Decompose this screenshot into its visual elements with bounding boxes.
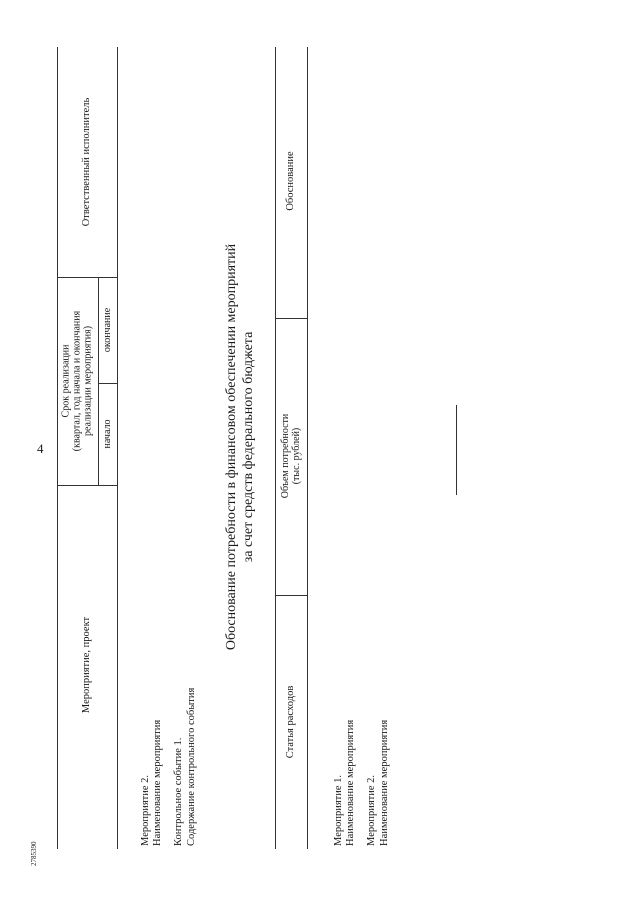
table2-header-volume	[280, 414, 302, 499]
table2-header-volume-line1: Объем потребности	[280, 413, 291, 499]
end-separator-line	[456, 405, 457, 495]
table1-row-1-line1: Мероприятие 2.	[140, 774, 151, 846]
table1-header-end: окончание	[102, 307, 113, 353]
table1-header-start: начало	[102, 419, 113, 449]
table2-header-expense: Статья расходов	[285, 685, 296, 759]
section-title-line2: за счет средств федерального бюджета	[241, 331, 256, 563]
table1-header-period-line1: Срок реализации	[60, 344, 72, 418]
table1-header-period-line2: (квартал, год начала и окончания	[71, 310, 83, 452]
table2-header-volume-line2: (тыс. рублей)	[291, 427, 302, 485]
section-title	[223, 244, 257, 650]
table2-row-2-line1: Мероприятие 2.	[366, 774, 377, 846]
table2-row-1-line1: Мероприятие 1.	[333, 774, 344, 846]
document-id: 2785390	[30, 841, 38, 866]
table1-header-period	[61, 311, 94, 451]
table1-row-2-line1: Контрольное событие 1.	[173, 737, 184, 846]
table1-header-event: Мероприятие, проект	[81, 616, 92, 714]
table1-row-1-line2: Наименование мероприятия	[152, 719, 163, 846]
table2-row-1-line2: Наименование мероприятия	[345, 719, 356, 846]
table1-row-2-line2: Содержание контрольного события	[186, 687, 197, 846]
table1-header-executor: Ответственный исполнитель	[81, 97, 92, 227]
table1-header-period-line3: реализации мероприятия)	[82, 325, 94, 437]
section-title-line1: Обоснование потребности в финансовом обеспечении мероприятий	[224, 243, 239, 651]
table2-row-2-line2: Наименование мероприятия	[379, 719, 390, 846]
page-number: 4	[37, 441, 44, 456]
table2-header-justification: Обоснование	[285, 151, 296, 211]
